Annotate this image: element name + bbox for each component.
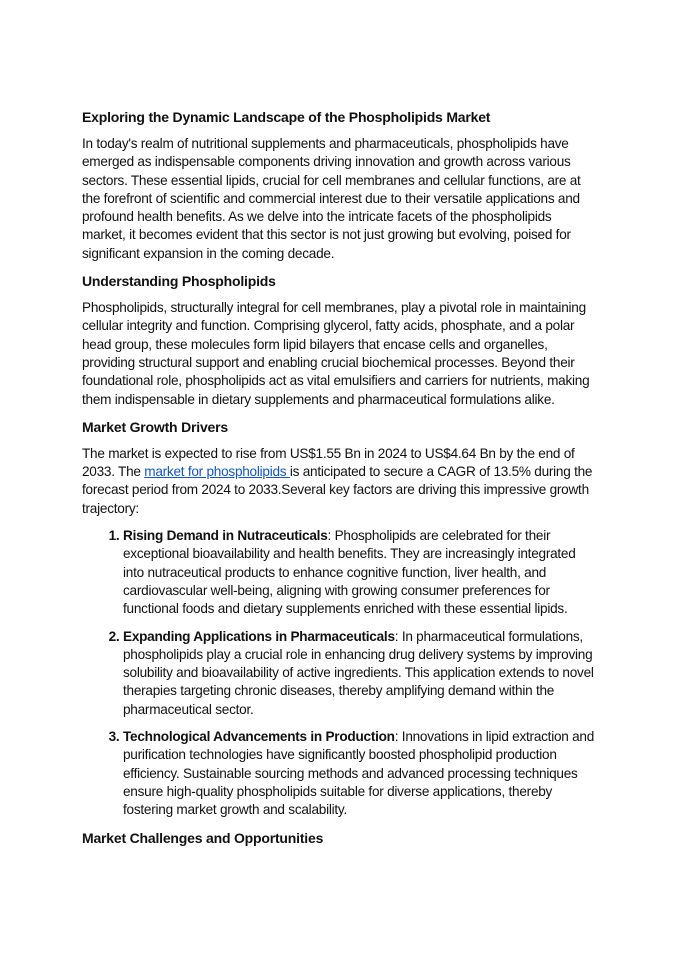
list-item-title: Technological Advancements in Production [123,729,395,745]
list-item [123,728,596,819]
list-item [123,628,596,719]
list-item [123,527,596,618]
section-heading-growth-drivers: Market Growth Drivers [82,418,228,435]
list-item-title: Expanding Applications in Pharmaceuticals [123,628,395,644]
intro-paragraph: In today's realm of nutritional supplements and pharmaceuticals, phospholipids have emerged as indispensable components driving innovation and growth across various sectors. These essential lipids, crucial for cell membranes and cellular functions, are at the forefront of scientific and commercial interest due to their versatile applications and profound health benefits. As we delve into the intricate facets of the phospholipids market, it becomes evident that this sector is not just growing but evolving, poised for significant expansion in the coming decade. [82,136,581,261]
understanding-paragraph: Phospholipids, structurally integral for cell membranes, play a pivotal role in maintaining cellular integrity and function. Comprising glycerol, fatty acids, phosphate, and a polar head group, these molecules form lipid bilayers that encase cells and organelles, providing structural support and enabling crucial biochemical processes. Beyond their foundational role, phospholipids act as vital emulsifiers and carriers for nutrients, making them indispensable in dietary supplements and pharmaceutical formulations alike. [82,300,590,407]
list-item-text: : Phospholipids are celebrated for their exceptional bioavailability and health benefits. They are increasingly integrated into nutraceutical products to enhance cognitive function, liver health, and cardiovascular well-being, aligning with growing consumer preferences for functional foods and dietary supplements enriched with these essential lipids. [123,528,576,617]
growth-paragraph [82,445,596,518]
list-item-text: : Innovations in lipid extraction and purification technologies have significantly boosted phospholipid production efficiency. Sustainable sourcing methods and advanced processing techniques ensure high-quality phospholipids suitable for diverse applications, thereby fostering market growth and scalability. [123,729,595,818]
document-page [82,108,596,856]
drivers-list [82,527,596,819]
list-item-title: Rising Demand in Nutraceuticals [123,528,328,544]
market-link[interactable]: market for phospholipids [144,464,290,480]
list-item-text: : In pharmaceutical formulations, phospholipids play a crucial role in enhancing drug delivery systems by improving solubility and bioavailability of active ingredients. This application extends to novel therapies targeting chronic diseases, thereby amplifying demand within the pharmaceutical sector. [123,628,594,717]
growth-text-after: is anticipated to secure a CAGR of 13.5% during the forecast period from 2024 to 2033.Several key factors are driving this impressive growth trajectory: [82,464,593,516]
growth-text-before: The market is expected to rise from US$1.55 Bn in 2024 to US$4.64 Bn by the end of 2033. The [82,445,575,480]
document-title: Exploring the Dynamic Landscape of the Phospholipids Market [82,109,491,125]
section-heading-challenges: Market Challenges and Opportunities [82,829,324,846]
section-heading-understanding: Understanding Phospholipids [82,273,276,290]
